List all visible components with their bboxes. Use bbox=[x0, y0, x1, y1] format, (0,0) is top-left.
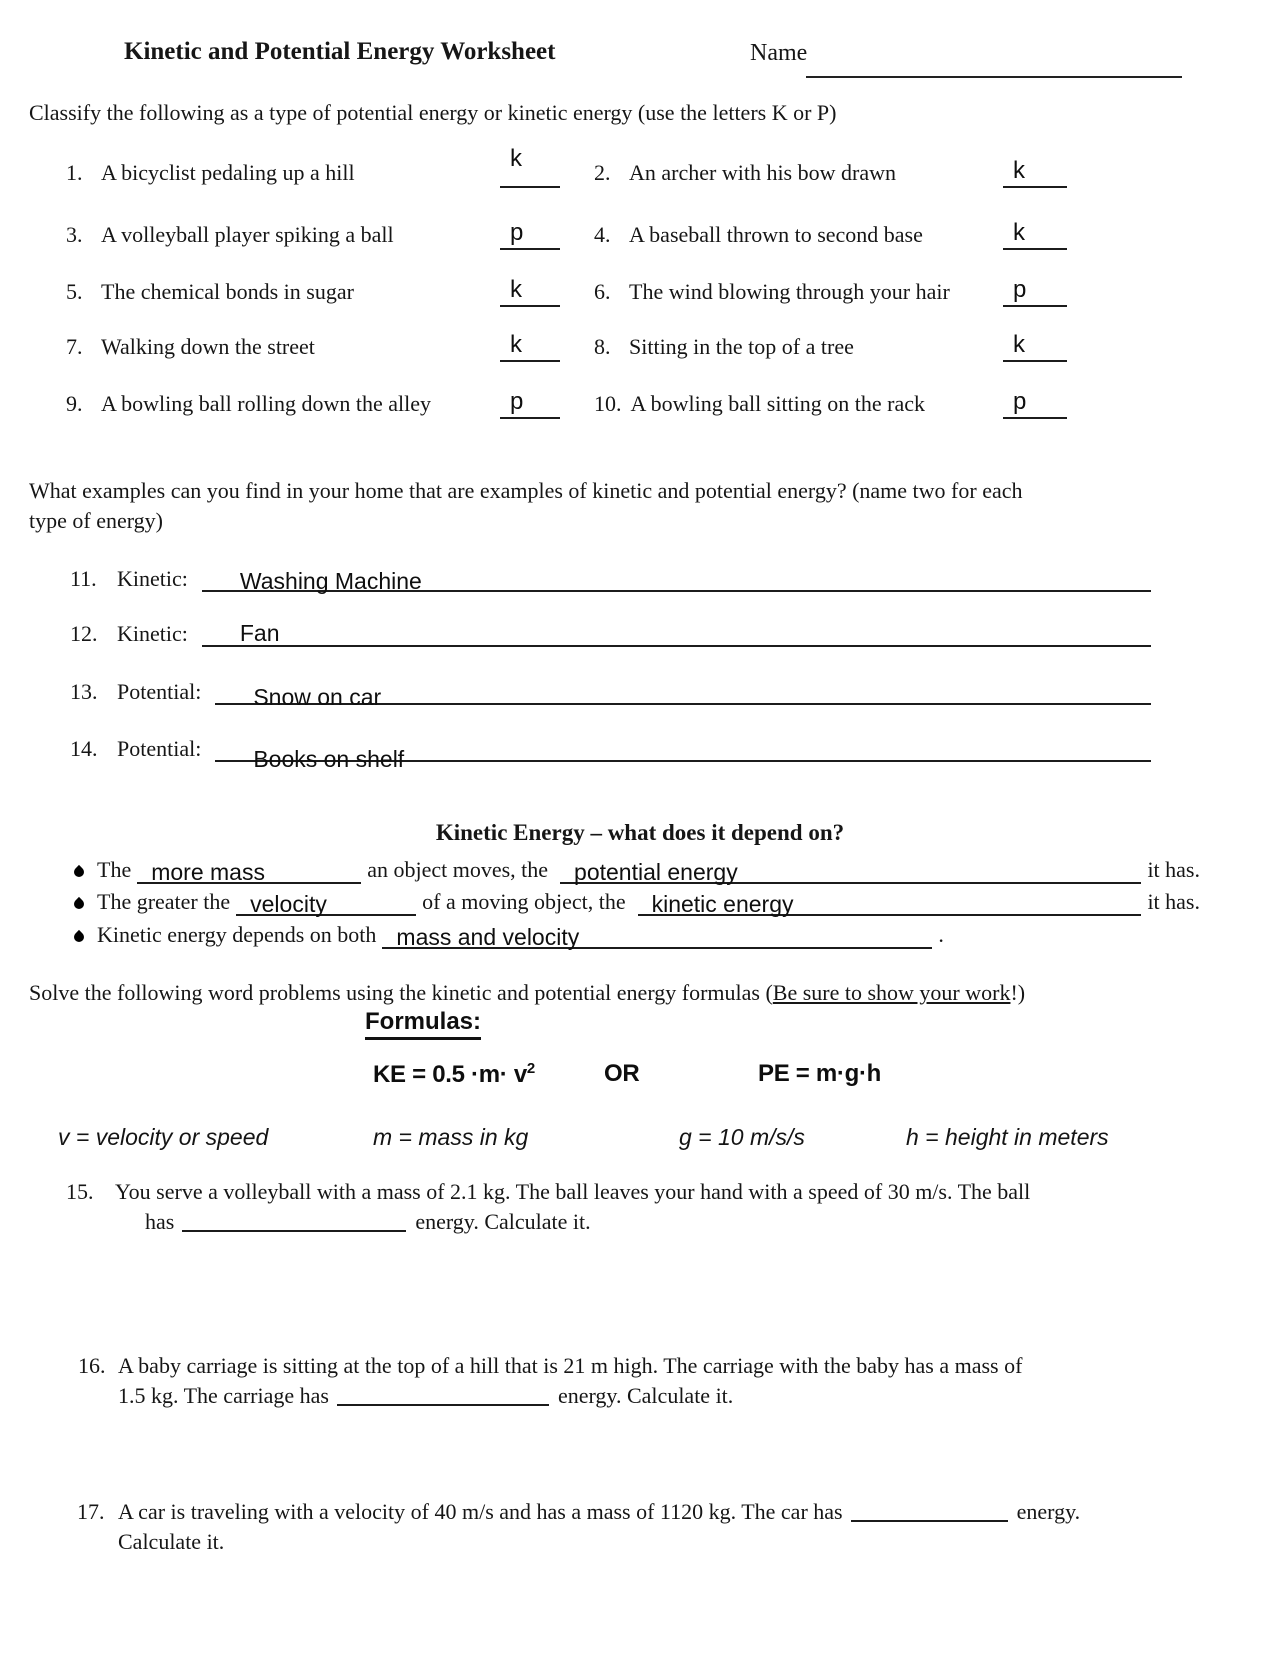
answer-blank bbox=[1003, 214, 1067, 250]
answer-blank bbox=[500, 214, 560, 250]
legend-mass: m = mass in kg bbox=[373, 1124, 529, 1150]
classify-item: 10. A bowling ball sitting on the rack bbox=[594, 391, 926, 416]
pe-formula: PE = m·g·h bbox=[758, 1060, 882, 1087]
handwritten-answer: more mass bbox=[151, 858, 265, 885]
handwritten-answer: Washing Machine bbox=[239, 567, 422, 594]
answer-blank-line bbox=[202, 558, 1151, 592]
answer-blank bbox=[1003, 383, 1067, 419]
home-item: 13. Potential: Snow on car bbox=[0, 671, 1280, 705]
classify-item: 3. A volleyball player spiking a ball bbox=[66, 222, 394, 247]
answer-blank-line bbox=[382, 919, 932, 949]
handwritten-answer: p bbox=[1013, 276, 1027, 303]
classify-item: 8. Sitting in the top of a tree bbox=[594, 334, 854, 359]
problem-text: You serve a volleyball with a mass of 2.1 kg. The ball leaves your hand with a speed of 30 m/s. The ball bbox=[115, 1179, 1031, 1204]
classify-row bbox=[0, 212, 1280, 250]
legend-height: h = height in meters bbox=[906, 1124, 1109, 1150]
classify-item: 9. A bowling ball rolling down the alley bbox=[66, 391, 431, 416]
answer-blank bbox=[500, 145, 560, 188]
formulas-label: Formulas: bbox=[365, 1008, 481, 1040]
handwritten-answer: k bbox=[1013, 157, 1025, 184]
droplet-bullet-icon bbox=[72, 865, 86, 879]
question-line: type of energy) bbox=[29, 508, 163, 533]
word-problem-15: 15. You serve a volleyball with a mass of 2.1 kg. The ball leaves your hand with a speed of 30 m/s. The ball has energy. Calculate it. bbox=[66, 1179, 1031, 1234]
handwritten-answer: kinetic energy bbox=[651, 890, 794, 917]
home-item: 14. Potential: Books on shelf bbox=[0, 728, 1280, 762]
answer-blank bbox=[500, 326, 560, 362]
ke-formula: KE = $0.5 \cdot m\cdot v^2$ bbox=[373, 1060, 535, 1088]
classify-item: 2. An archer with his bow drawn bbox=[594, 160, 896, 185]
classify-row bbox=[0, 381, 1280, 419]
answer-blank bbox=[500, 271, 560, 307]
answer-blank-line bbox=[851, 1500, 1008, 1522]
classify-instruction: Classify the following as a type of potential energy or kinetic energy (use the letters K or P) bbox=[29, 100, 837, 125]
handwritten-answer: p bbox=[510, 219, 524, 246]
handwritten-answer: velocity bbox=[250, 890, 327, 917]
problem-number: 15. bbox=[66, 1179, 94, 1204]
handwritten-answer: potential energy bbox=[574, 858, 738, 885]
bullet-line: Kinetic energy depends on both mass and velocity . bbox=[0, 917, 1280, 949]
classify-item: 6. The wind blowing through your hair bbox=[594, 279, 950, 304]
problem-number: 17. bbox=[77, 1499, 105, 1524]
droplet-bullet-icon bbox=[72, 930, 86, 944]
underlined-note: Be sure to show your work bbox=[772, 980, 1011, 1005]
handwritten-answer: mass and velocity bbox=[396, 923, 580, 950]
handwritten-answer: Snow on car bbox=[253, 683, 382, 710]
handwritten-answer: Books on shelf bbox=[253, 745, 405, 772]
answer-blank bbox=[1003, 152, 1067, 188]
answer-blank bbox=[1003, 271, 1067, 307]
handwritten-answer: Fan bbox=[239, 619, 280, 646]
page-title: Kinetic and Potential Energy Worksheet bbox=[124, 38, 556, 65]
bullet-line: The more mass an object moves, the potential energy it has. bbox=[0, 852, 1280, 884]
section-heading: Kinetic Energy – what does it depend on? bbox=[435, 820, 845, 845]
classify-item: 7. Walking down the street bbox=[66, 334, 315, 359]
answer-blank-line bbox=[560, 854, 1141, 884]
handwritten-answer: k bbox=[1013, 219, 1025, 246]
problem-text: A car is traveling with a velocity of 40 m/s and has a mass of 1120 kg. The car has bbox=[118, 1499, 843, 1524]
problem-text: A baby carriage is sitting at the top of a hill that is 21 m high. The carriage with the baby has a mass of bbox=[118, 1353, 1023, 1378]
handwritten-answer: k bbox=[510, 331, 522, 358]
name-label: Name bbox=[750, 40, 808, 66]
answer-blank-line bbox=[202, 613, 1151, 647]
answer-blank-line bbox=[638, 886, 1142, 916]
or-label: OR bbox=[604, 1060, 640, 1087]
answer-blank-line bbox=[337, 1384, 549, 1406]
classify-item: 4. A baseball thrown to second base bbox=[594, 222, 923, 247]
handwritten-answer: p bbox=[1013, 388, 1027, 415]
handwritten-answer: k bbox=[510, 276, 522, 303]
word-problem-16: 16. A baby carriage is sitting at the top of a hill that is 21 m high. The carriage with the baby has a mass of 1.5 kg. The carriage has energy. Calculate it. bbox=[78, 1353, 1023, 1408]
answer-blank bbox=[1003, 326, 1067, 362]
home-item: 11. Kinetic: Washing Machine bbox=[0, 558, 1280, 592]
worksheet-header bbox=[0, 34, 1280, 80]
word-problem-17: 17. A car is traveling with a velocity of 40 m/s and has a mass of 1120 kg. The car has energy. Calculate it. bbox=[77, 1499, 1081, 1554]
classify-row bbox=[0, 145, 1280, 188]
classify-row bbox=[0, 324, 1280, 362]
classify-item: 5. The chemical bonds in sugar bbox=[66, 279, 354, 304]
handwritten-answer: p bbox=[510, 388, 524, 415]
solve-instruction: Solve the following word problems using the kinetic and potential energy formulas (Be sure to show your work!) bbox=[29, 980, 1026, 1005]
problem-number: 16. bbox=[78, 1353, 106, 1378]
handwritten-answer: k bbox=[1013, 331, 1025, 358]
name-blank-line bbox=[806, 34, 1182, 78]
home-item: 12. Kinetic: Fan bbox=[0, 613, 1280, 647]
answer-blank bbox=[500, 383, 560, 419]
bullet-line: The greater the velocity of a moving object, the kinetic energy it has. bbox=[0, 884, 1280, 916]
answer-blank-line bbox=[137, 854, 361, 884]
answer-blank-line bbox=[236, 886, 416, 916]
handwritten-answer: k bbox=[510, 145, 522, 172]
legend-gravity: g = 10 m/s/s bbox=[679, 1124, 805, 1150]
home-examples-question bbox=[29, 476, 1023, 536]
droplet-bullet-icon bbox=[72, 897, 86, 911]
legend-velocity: v = velocity or speed bbox=[58, 1124, 269, 1150]
answer-blank-line bbox=[182, 1210, 406, 1232]
classify-item: 1. A bicyclist pedaling up a hill bbox=[66, 160, 355, 185]
classify-row bbox=[0, 269, 1280, 307]
question-line: What examples can you find in your home that are examples of kinetic and potential energy? (name two for each bbox=[29, 478, 1023, 503]
exponent: 2 bbox=[526, 1060, 535, 1077]
